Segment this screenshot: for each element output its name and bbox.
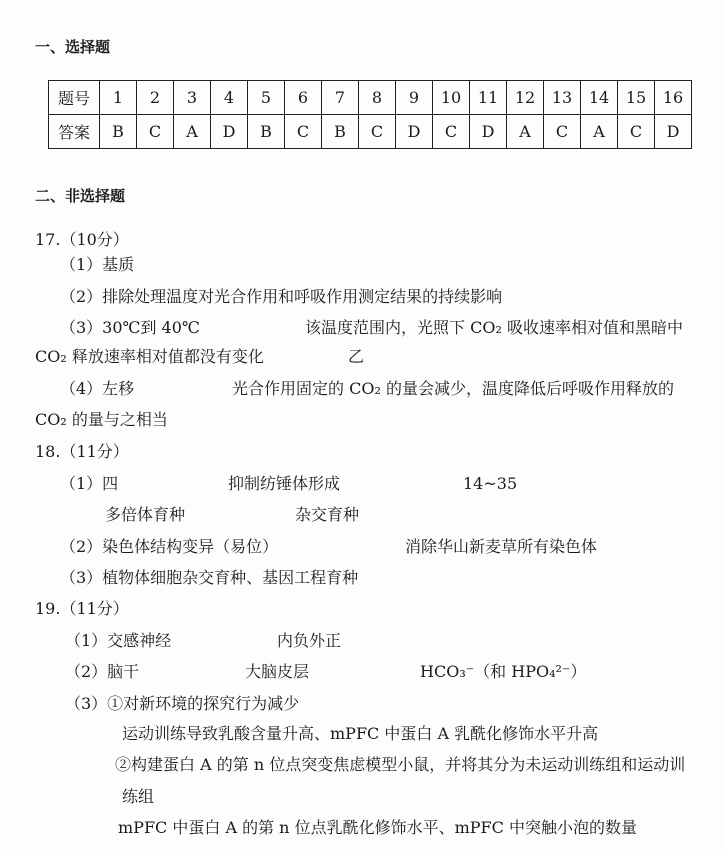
question-number: 9 — [396, 81, 433, 115]
answer-cell: C — [137, 115, 174, 149]
question-number: 12 — [507, 81, 544, 115]
question-number: 11 — [470, 81, 507, 115]
answer-cell: A — [507, 115, 544, 149]
answer-cell: C — [618, 115, 655, 149]
q19-a3a: （3）①对新环境的探究行为减少 — [65, 694, 300, 713]
q18-a1c: 14~35 — [463, 474, 518, 493]
answer-cell: A — [174, 115, 211, 149]
question-number: 1 — [100, 81, 137, 115]
q18-a1e: 杂交育种 — [295, 505, 360, 524]
q17-a3b: 该温度范围内，光照下 CO₂ 吸收速率相对值和黑暗中 — [305, 318, 683, 337]
q17-a4b: 光合作用固定的 CO₂ 的量会减少，温度降低后呼吸作用释放的 — [232, 379, 674, 398]
answer-cell: D — [211, 115, 248, 149]
answer-cell: B — [100, 115, 137, 149]
question-number: 16 — [655, 81, 692, 115]
answer-cell: C — [359, 115, 396, 149]
question-number: 2 — [137, 81, 174, 115]
question-number: 8 — [359, 81, 396, 115]
q17-a4c: CO₂ 的量与之相当 — [35, 410, 168, 429]
q19-a1a: （1）交感神经 — [65, 631, 172, 650]
q17-a3d: 乙 — [348, 347, 365, 366]
q19-a3e: mPFC 中蛋白 A 的第 n 位点乳酰化修饰水平、mPFC 中突触小泡的数量 — [118, 818, 637, 837]
q17-a3c: CO₂ 释放速率相对值都没有变化 — [35, 347, 264, 366]
q18-a3: （3）植物体细胞杂交育种、基因工程育种 — [60, 568, 359, 587]
q19-a1b: 内负外正 — [277, 631, 342, 650]
q17-a3a: （3）30℃到 40℃ — [60, 318, 200, 337]
answer-cell: B — [322, 115, 359, 149]
section1-title: 一、选择题 — [35, 38, 111, 56]
q18-title: 18.（11分） — [35, 442, 129, 461]
answer-cell: D — [396, 115, 433, 149]
question-number: 6 — [285, 81, 322, 115]
answer-table — [48, 80, 692, 149]
q17-a1: （1）基质 — [60, 255, 135, 274]
q18-a1a: （1）四 — [60, 474, 119, 493]
q19-a2c: HCO₃⁻（和 HPO₄²⁻） — [420, 662, 587, 681]
table-row-numbers — [49, 81, 692, 115]
q17-title: 17.（10分） — [35, 230, 129, 249]
answer-cell: A — [581, 115, 618, 149]
section2-title: 二、非选择题 — [35, 187, 126, 205]
q18-a2a: （2）染色体结构变异（易位） — [60, 537, 279, 556]
question-number: 15 — [618, 81, 655, 115]
question-number: 13 — [544, 81, 581, 115]
q19-title: 19.（11分） — [35, 599, 129, 618]
question-number: 10 — [433, 81, 470, 115]
q18-a2b: 消除华山新麦草所有染色体 — [405, 537, 598, 556]
question-number: 7 — [322, 81, 359, 115]
answer-cell: D — [470, 115, 507, 149]
table-row-answers — [49, 115, 692, 149]
q17-a4a: （4）左移 — [60, 379, 135, 398]
q19-a2a: （2）脑干 — [65, 662, 140, 681]
question-number: 4 — [211, 81, 248, 115]
q19-a3b: 运动训练导致乳酸含量升高、mPFC 中蛋白 A 乳酰化修饰水平升高 — [122, 724, 599, 743]
question-number: 14 — [581, 81, 618, 115]
q18-a1d: 多倍体育种 — [105, 505, 186, 524]
q19-a3d: 练组 — [122, 787, 155, 806]
answer-cell: C — [285, 115, 322, 149]
row-header: 答案 — [49, 115, 100, 149]
answer-cell: C — [433, 115, 470, 149]
q19-a3c: ②构建蛋白 A 的第 n 位点突变焦虑模型小鼠，并将其分为未运动训练组和运动训 — [115, 755, 686, 774]
answer-cell: B — [248, 115, 285, 149]
q18-a1b: 抑制纺锤体形成 — [228, 474, 341, 493]
row-header: 题号 — [49, 81, 100, 115]
q19-a2b: 大脑皮层 — [245, 662, 310, 681]
question-number: 3 — [174, 81, 211, 115]
question-number: 5 — [248, 81, 285, 115]
q17-a2: （2）排除处理温度对光合作用和呼吸作用测定结果的持续影响 — [60, 287, 503, 306]
answer-cell: D — [655, 115, 692, 149]
answer-cell: C — [544, 115, 581, 149]
